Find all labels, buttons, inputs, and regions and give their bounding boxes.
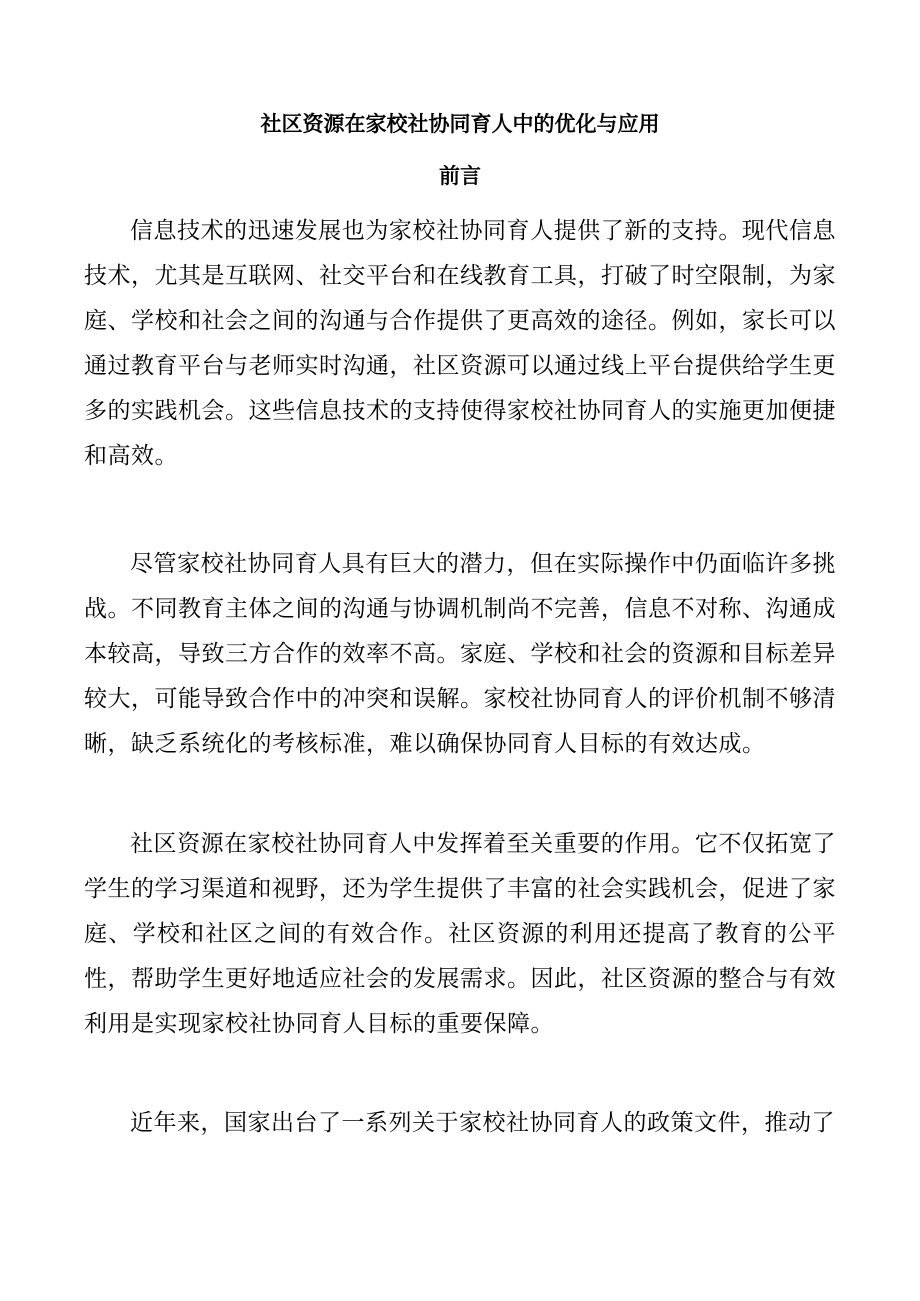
body-paragraph: 尽管家校社协同育人具有巨大的潜力，但在实际操作中仍面临许多挑战。不同教育主体之间的沟通与协调机制尚不完善，信息不对称、沟通成本较高，导致三方合作的效率不高。家庭、学校和社会的资源和目标差异较大，可能导致合作中的冲突和误解。家校社协同育人的评价机制不够清晰，缺乏系统化的考核标准，难以确保协同育人目标的有效达成。 [84, 551, 836, 757]
body-paragraph: 近年来，国家出台了一系列关于家校社协同育人的政策文件，推动了 [130, 1110, 835, 1136]
body-paragraph: 信息技术的迅速发展也为家校社协同育人提供了新的支持。现代信息技术，尤其是互联网、社交平台和在线教育工具，打破了时空限制，为家庭、学校和社会之间的沟通与合作提供了更高效的途径。例如，家长可以通过教育平台与老师实时沟通，社区资源可以通过线上平台提供给学生更多的实践机会。这些信息技术的支持使得家校社协同育人的实施更加便捷和高效。 [84, 218, 836, 469]
body-paragraph: 社区资源在家校社协同育人中发挥着至关重要的作用。它不仅拓宽了学生的学习渠道和视野，还为学生提供了丰富的社会实践机会，促进了家庭、学校和社区之间的有效合作。社区资源的利用还提高了教育的公平性，帮助学生更好地适应社会的发展需求。因此，社区资源的整合与有效利用是实现家校社协同育人目标的重要保障。 [84, 831, 836, 1037]
document-title: 社区资源在家校社协同育人中的优化与应用 [260, 111, 660, 136]
section-heading: 前言 [439, 163, 481, 188]
